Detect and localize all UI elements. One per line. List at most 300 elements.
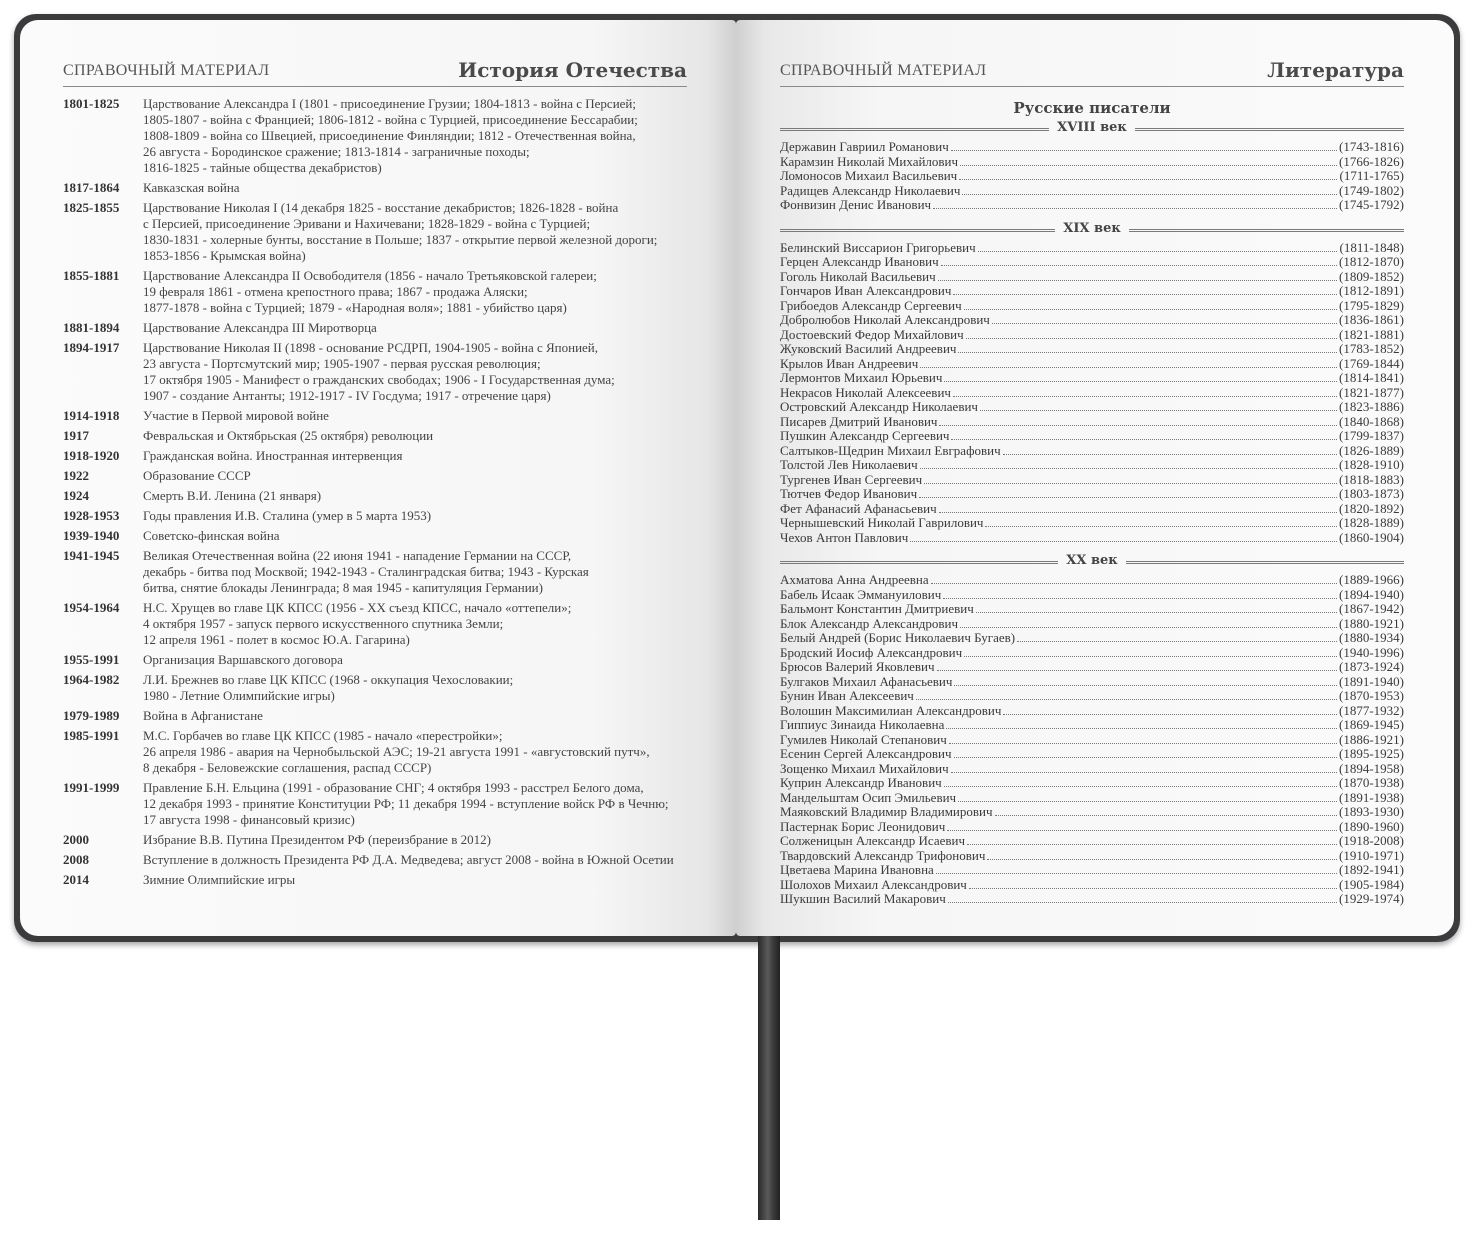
writer-years: (1821-1877) [1339, 384, 1404, 400]
timeline-row [63, 488, 703, 504]
writer-name: Бродский Иосиф Александрович [780, 644, 963, 660]
writer-row [780, 284, 1404, 299]
writer-row [780, 762, 1404, 777]
timeline-year: 1979-1989 [63, 708, 120, 723]
right-header-label: СПРАВОЧНЫЙ МАТЕРИАЛ [780, 62, 987, 79]
writer-name: Чернышевский Николай Гаврилович [780, 515, 984, 530]
writer-name: Бунин Иван Алексеевич [780, 688, 914, 703]
writer-years: (1869-1945) [1339, 717, 1404, 732]
timeline-event-line: Избрание В.В. Путина Президентом РФ (переизбрание в 2012) [143, 832, 491, 847]
timeline-event-line: Н.С. Хрущев во главе ЦК КПСС (1956 - XX съезд КПСС, начало «оттепели»; [143, 600, 572, 615]
writer-years: (1877-1932) [1339, 702, 1404, 718]
timeline-event [143, 652, 703, 668]
timeline-row [63, 780, 703, 828]
timeline-year: 1928-1953 [63, 508, 120, 523]
writer-years: (1893-1930) [1339, 804, 1404, 819]
timeline-event-line: 23 августа - Портсмутский мир; 1905-1907 - первая русская революция; [143, 356, 541, 371]
writer-name: Шукшин Василий Макарович [780, 891, 946, 906]
timeline-event-line: 19 февраля 1861 - отмена крепостного права; 1867 - продажа Аляски; [143, 284, 528, 299]
writer-row [780, 704, 1404, 719]
writer-row [780, 776, 1404, 791]
writer-name: Толстой Лев Николаевич [780, 457, 918, 472]
writer-years: (1873-1924) [1339, 659, 1404, 674]
writer-years: (1905-1984) [1339, 876, 1404, 892]
writer-years: (1828-1889) [1339, 515, 1404, 530]
dot-leader [933, 199, 1337, 209]
dot-leader [938, 271, 1337, 281]
writer-name: Блок Александр Александрович [780, 615, 959, 631]
writer-name: Мандельштам Осип Эмильевич [780, 789, 957, 805]
writer-years: (1890-1960) [1339, 818, 1404, 834]
century-label: XX век [1058, 553, 1125, 568]
writer-years: (1814-1841) [1339, 370, 1404, 385]
dot-leader [967, 835, 1337, 845]
writer-years: (1895-1925) [1339, 746, 1404, 761]
writer-row [780, 573, 1404, 588]
timeline-row [63, 408, 703, 424]
writer-row [780, 588, 1404, 603]
writer-name: Пушкин Александр Сергеевич [780, 428, 950, 443]
dot-leader [949, 734, 1337, 744]
writer-years: (1769-1844) [1339, 355, 1404, 371]
bookmark-ribbon [758, 930, 780, 1220]
writer-years: (1821-1881) [1339, 326, 1404, 342]
timeline-row [63, 200, 703, 264]
writer-row [780, 834, 1404, 849]
writer-years: (1940-1996) [1339, 644, 1404, 660]
writer-row [780, 487, 1404, 502]
timeline-row [63, 180, 703, 196]
writer-row [780, 502, 1404, 517]
writer-years: (1811-1848) [1339, 239, 1404, 255]
writer-name: Цветаева Марина Ивановна [780, 862, 934, 877]
timeline-year: 1917 [63, 428, 89, 443]
timeline-year: 1825-1855 [63, 200, 120, 215]
writer-name: Добролюбов Николай Александрович [780, 312, 990, 327]
writer-name: Писарев Дмитрий Иванович [780, 413, 938, 429]
writer-years: (1870-1938) [1339, 775, 1404, 790]
timeline-row [63, 728, 703, 776]
writer-name: Гиппиус Зинаида Николаевна [780, 717, 945, 732]
timeline-year: 1817-1864 [63, 180, 120, 195]
timeline-event-line: Царствование Николая II (1898 - основание РСДРП, 1904-1905 - война с Японией, [143, 340, 599, 355]
timeline-row [63, 508, 703, 524]
dot-leader [958, 792, 1337, 802]
timeline-row [63, 600, 703, 648]
timeline-event [143, 872, 703, 888]
dot-leader [958, 343, 1337, 353]
writer-row [780, 718, 1404, 733]
timeline-event-line: Участие в Первой мировой войне [143, 408, 329, 423]
dot-leader [960, 156, 1337, 166]
writers-list [780, 96, 1404, 907]
writer-row [780, 371, 1404, 386]
writer-row [780, 198, 1404, 213]
writer-years: (1836-1861) [1339, 312, 1404, 327]
writer-row [780, 747, 1404, 762]
writer-name: Есенин Сергей Александрович [780, 746, 952, 761]
timeline-row [63, 528, 703, 544]
timeline-event-line: Смерть В.И. Ленина (21 января) [143, 488, 322, 503]
writer-row [780, 357, 1404, 372]
writer-name: Солженицын Александр Исаевич [780, 833, 966, 848]
dot-leader [937, 661, 1338, 671]
writer-name: Маяковский Владимир Владимирович [780, 804, 993, 819]
writer-name: Ахматова Анна Андреевна [780, 572, 929, 587]
writer-row [780, 299, 1404, 314]
timeline-event [143, 200, 703, 264]
timeline-row [63, 852, 703, 868]
timeline-event-line: Образование СССР [143, 468, 251, 483]
writer-years: (1929-1974) [1339, 891, 1404, 906]
timeline-event [143, 728, 703, 776]
timeline-event-line: Кавказская война [143, 180, 240, 195]
timeline-year: 1955-1991 [63, 652, 120, 667]
writer-row [780, 602, 1404, 617]
timeline-event-line: битва, снятие блокады Ленинграда; 8 мая 1945 - капитуляция Германии) [143, 580, 543, 595]
timeline-event [143, 508, 703, 524]
timeline-event [143, 852, 703, 868]
writer-row [780, 878, 1404, 893]
dot-leader [943, 589, 1337, 599]
timeline-event-line: Советско-финская война [143, 528, 280, 543]
timeline-event-line: Великая Отечественная война (22 июня 1941 - нападение Германии на СССР, [143, 548, 572, 563]
timeline-row [63, 548, 703, 596]
writer-name: Бальмонт Константин Дмитриевич [780, 601, 974, 616]
dot-leader [985, 517, 1337, 527]
dot-leader [1017, 632, 1337, 642]
timeline-event-line: 26 апреля 1986 - авария на Чернобыльской АЭС; 19-21 августа 1991 - «августовский путч», [143, 744, 650, 759]
writer-row [780, 415, 1404, 430]
timeline-event [143, 600, 703, 648]
writer-row [780, 646, 1404, 661]
dot-leader [954, 676, 1337, 686]
writer-name: Булгаков Михаил Афанасьевич [780, 673, 953, 689]
writer-row [780, 184, 1404, 199]
writer-name: Чехов Антон Павлович [780, 529, 909, 545]
writer-name: Герцен Александр Иванович [780, 254, 939, 269]
timeline-event-line: Царствование Александра III Миротворца [143, 320, 377, 335]
dot-leader [987, 850, 1337, 860]
century-heading [780, 553, 1404, 569]
dot-leader [954, 748, 1337, 758]
writer-row [780, 400, 1404, 415]
timeline-event-line: 12 апреля 1961 - полет в космос Ю.А. Гагарина) [143, 632, 410, 647]
dot-leader [976, 603, 1337, 613]
writer-row [780, 733, 1404, 748]
timeline-event-line: 4 октября 1957 - запуск первого искусственного спутника Земли; [143, 616, 504, 631]
dot-leader [951, 763, 1337, 773]
timeline-row [63, 96, 703, 176]
writer-row [780, 140, 1404, 155]
writer-years: (1860-1904) [1339, 529, 1404, 545]
writer-years: (1803-1873) [1339, 486, 1404, 501]
writer-name: Гончаров Иван Александрович [780, 283, 952, 298]
timeline-row [63, 672, 703, 704]
writer-row [780, 660, 1404, 675]
writer-name: Волошин Максимилиан Александрович [780, 702, 1002, 718]
writer-row [780, 675, 1404, 690]
writer-row [780, 458, 1404, 473]
timeline-row [63, 340, 703, 404]
writer-row [780, 631, 1404, 646]
writer-name: Пастернак Борис Леонидович [780, 818, 946, 834]
timeline-year: 1954-1964 [63, 600, 120, 615]
timeline-event-line: Царствование Николая I (14 декабря 1825 - восстание декабристов; 1826-1828 - война [143, 200, 619, 215]
writer-years: (1886-1921) [1339, 731, 1404, 747]
timeline-event-line: 1805-1807 - война с Францией; 1806-1812 - война с Турцией, присоединение Бессарабии; [143, 112, 638, 127]
timeline-event [143, 708, 703, 724]
timeline-row [63, 468, 703, 484]
writer-years: (1889-1966) [1339, 572, 1404, 587]
writer-name: Брюсов Валерий Яковлевич [780, 659, 935, 674]
writer-name: Куприн Александр Иванович [780, 775, 942, 790]
left-header-title: История Отечества [458, 58, 687, 82]
century-label: XIX век [1055, 221, 1128, 236]
writer-row [780, 328, 1404, 343]
writer-years: (1867-1942) [1339, 601, 1404, 616]
dot-leader [931, 574, 1337, 584]
writer-years: (1892-1941) [1339, 862, 1404, 877]
dot-leader [944, 777, 1337, 787]
timeline-event-line: Вступление в должность Президента РФ Д.А. Медведева; август 2008 - война в Южной Осетии [143, 852, 674, 867]
writer-row [780, 805, 1404, 820]
timeline-event-line: 26 августа - Бородинское сражение; 1813-1814 - заграничные походы; [143, 144, 530, 159]
century-heading [780, 221, 1404, 237]
timeline-row [63, 832, 703, 848]
dot-leader [969, 879, 1337, 889]
century-label: XVIII век [1049, 120, 1135, 135]
writer-name: Твардовский Александр Трифонович [780, 847, 986, 863]
dot-leader [992, 314, 1337, 324]
writer-years: (1828-1910) [1339, 457, 1404, 472]
left-page-header [63, 50, 687, 87]
writer-years: (1799-1837) [1339, 428, 1404, 443]
dot-leader [910, 532, 1337, 542]
timeline-event-line: 1980 - Летние Олимпийские игры) [143, 688, 335, 703]
writer-name: Жуковский Василий Андреевич [780, 341, 957, 356]
timeline-event [143, 448, 703, 464]
writer-row [780, 791, 1404, 806]
dot-leader [951, 141, 1337, 151]
writer-years: (1749-1802) [1339, 182, 1404, 198]
section-gap [780, 213, 1404, 219]
dot-leader [951, 430, 1337, 440]
writer-years: (1812-1870) [1339, 254, 1404, 269]
timeline-year: 1801-1825 [63, 96, 120, 111]
writer-name: Зощенко Михаил Михайлович [780, 760, 949, 776]
timeline-event-line: 17 октября 1905 - Манифест о гражданских свободах; 1906 - I Государственная дума; [143, 372, 615, 387]
writer-name: Гумилев Николай Степанович [780, 731, 947, 747]
writer-name: Достоевский Федор Михайлович [780, 326, 964, 342]
dot-leader [944, 372, 1337, 382]
timeline-event-line: Организация Варшавского договора [143, 652, 343, 667]
writer-years: (1823-1886) [1339, 399, 1404, 414]
timeline-row [63, 448, 703, 464]
timeline-event [143, 320, 703, 336]
writer-years: (1870-1953) [1339, 688, 1404, 703]
writer-years: (1795-1829) [1339, 297, 1404, 313]
writer-row [780, 169, 1404, 184]
writer-years: (1783-1852) [1339, 341, 1404, 356]
writer-name: Тургенев Иван Сергеевич [780, 471, 923, 487]
timeline-year: 1941-1945 [63, 548, 120, 563]
dot-leader [960, 618, 1337, 628]
writer-row [780, 342, 1404, 357]
writer-name: Карамзин Николай Михайлович [780, 153, 959, 169]
timeline-event-line: декабрь - битва под Москвой; 1942-1943 - Сталинградская битва; 1943 - Курская [143, 564, 589, 579]
left-header-label: СПРАВОЧНЫЙ МАТЕРИАЛ [63, 62, 270, 79]
writer-row [780, 531, 1404, 546]
writer-row [780, 386, 1404, 401]
timeline-event-line: 1816-1825 - тайные общества декабристов) [143, 160, 382, 175]
writer-name: Лермонтов Михаил Юрьевич [780, 370, 943, 385]
timeline-event [143, 180, 703, 196]
writer-row [780, 473, 1404, 488]
timeline-event-line: Гражданская война. Иностранная интервенция [143, 448, 403, 463]
writer-row [780, 892, 1404, 907]
writer-years: (1880-1934) [1339, 630, 1404, 645]
writer-years: (1711-1765) [1339, 168, 1404, 183]
writer-years: (1880-1921) [1339, 615, 1404, 631]
timeline-event-line: 1808-1809 - война со Швецией, присоединение Финляндии; 1812 - Отечественная война, [143, 128, 636, 143]
timeline-event-line: 1853-1856 - Крымская война) [143, 248, 306, 263]
dot-leader [920, 358, 1337, 368]
timeline-event [143, 268, 703, 316]
writer-name: Ломоносов Михаил Васильевич [780, 168, 958, 183]
dot-leader [953, 387, 1337, 397]
writer-years: (1766-1826) [1339, 153, 1404, 169]
timeline-event [143, 96, 703, 176]
writer-row [780, 429, 1404, 444]
dot-leader [946, 719, 1337, 729]
dot-leader [941, 256, 1337, 266]
writer-name: Радищев Александр Николаевич [780, 182, 961, 198]
history-timeline [63, 96, 703, 892]
writer-years: (1826-1889) [1339, 442, 1404, 458]
writer-name: Белый Андрей (Борис Николаевич Бугаев) [780, 630, 1016, 645]
writer-row [780, 516, 1404, 531]
timeline-year: 1924 [63, 488, 89, 503]
writer-years: (1894-1958) [1339, 760, 1404, 776]
right-header-title: Литература [1267, 58, 1404, 82]
writer-row [780, 255, 1404, 270]
section-gap [780, 545, 1404, 551]
dot-leader [947, 821, 1337, 831]
writer-years: (1818-1883) [1339, 471, 1404, 487]
dot-leader [964, 300, 1337, 310]
timeline-event [143, 408, 703, 424]
writer-name: Гоголь Николай Васильевич [780, 268, 936, 284]
writer-row [780, 849, 1404, 864]
timeline-year: 1939-1940 [63, 528, 120, 543]
timeline-year: 2000 [63, 832, 89, 847]
writer-name: Белинский Виссарион Григорьевич [780, 239, 976, 255]
writer-row [780, 820, 1404, 835]
dot-leader [920, 459, 1337, 469]
timeline-year: 1918-1920 [63, 448, 120, 463]
timeline-year: 1985-1991 [63, 728, 120, 743]
writer-years: (1745-1792) [1339, 197, 1404, 212]
left-page [20, 20, 736, 936]
timeline-event [143, 528, 703, 544]
timeline-event-line: 1907 - создание Антанты; 1912-1917 - IV Госдума; 1917 - отречение царя) [143, 388, 551, 403]
timeline-event-line: Царствование Александра II Освободителя (1856 - начало Третьяковской галереи; [143, 268, 597, 283]
timeline-event-line: 1830-1831 - холерные бунты, восстание в Польше; 1837 - открытие первой железной дороги; [143, 232, 658, 247]
timeline-event [143, 548, 703, 596]
dot-leader [1003, 445, 1337, 455]
timeline-year: 1964-1982 [63, 672, 120, 687]
writer-years: (1812-1891) [1339, 283, 1404, 298]
timeline-year: 1922 [63, 468, 89, 483]
writer-years: (1918-2008) [1339, 833, 1404, 848]
timeline-event-line: Царствование Александра I (1801 - присоединение Грузии; 1804-1813 - война с Персией; [143, 96, 636, 111]
writer-name: Шолохов Михаил Александрович [780, 876, 967, 892]
writer-row [780, 863, 1404, 878]
timeline-row [63, 708, 703, 724]
timeline-event-line: Февральская и Октябрьская (25 октября) революции [143, 428, 434, 443]
timeline-event-line: 8 декабря - Беловежские соглашения, распад СССР) [143, 760, 432, 775]
dot-leader [980, 401, 1337, 411]
dot-leader [939, 503, 1337, 513]
timeline-year: 1914-1918 [63, 408, 120, 423]
timeline-row [63, 428, 703, 444]
timeline-event-line: Зимние Олимпийские игры [143, 872, 296, 887]
timeline-row [63, 268, 703, 316]
writer-row [780, 313, 1404, 328]
writer-name: Островский Александр Николаевич [780, 399, 978, 414]
writers-list-title: Русские писатели [1013, 99, 1171, 117]
dot-leader [959, 170, 1337, 180]
writer-row [780, 241, 1404, 256]
writer-row [780, 155, 1404, 170]
timeline-year: 2008 [63, 852, 89, 867]
writer-name: Крылов Иван Андреевич [780, 355, 919, 371]
dot-leader [948, 893, 1337, 903]
timeline-row [63, 320, 703, 336]
timeline-year: 1991-1999 [63, 780, 120, 795]
timeline-event-line: с Персией, присоединение Эривани и Нахичевани; 1828-1829 - война с Турцией; [143, 216, 591, 231]
timeline-event-line: 17 августа 1998 - финансовый кризис) [143, 812, 355, 827]
writer-name: Салтыков-Щедрин Михаил Евграфович [780, 442, 1001, 458]
writer-years: (1894-1940) [1339, 586, 1404, 602]
writer-years: (1891-1940) [1339, 673, 1404, 689]
writer-name: Фонвизин Денис Иванович [780, 197, 932, 212]
timeline-event [143, 672, 703, 704]
timeline-event-line: 12 декабря 1993 - принятие Конституции РФ; 11 декабря 1994 - вступление войск РФ в Чечню; [143, 796, 669, 811]
writer-years: (1910-1971) [1339, 847, 1404, 863]
timeline-event [143, 340, 703, 404]
timeline-event [143, 780, 703, 828]
timeline-row [63, 652, 703, 668]
writer-name: Бабель Исаак Эммануилович [780, 586, 942, 602]
timeline-year: 1881-1894 [63, 320, 120, 335]
writer-name: Грибоедов Александр Сергеевич [780, 297, 962, 313]
writer-row [780, 689, 1404, 704]
writer-name: Фет Афанасий Афанасьевич [780, 500, 937, 516]
writer-row [780, 270, 1404, 285]
dot-leader [962, 185, 1337, 195]
writer-years: (1820-1892) [1339, 500, 1404, 516]
timeline-year: 2014 [63, 872, 89, 887]
writer-years: (1840-1868) [1339, 413, 1404, 429]
dot-leader [916, 690, 1337, 700]
timeline-event-line: Годы правления И.В. Сталина (умер в 5 марта 1953) [143, 508, 432, 523]
dot-leader [1003, 705, 1337, 715]
timeline-event-line: М.С. Горбачев во главе ЦК КПСС (1985 - начало «перестройки»; [143, 728, 503, 743]
right-page-header [780, 50, 1404, 87]
century-heading [780, 120, 1404, 136]
